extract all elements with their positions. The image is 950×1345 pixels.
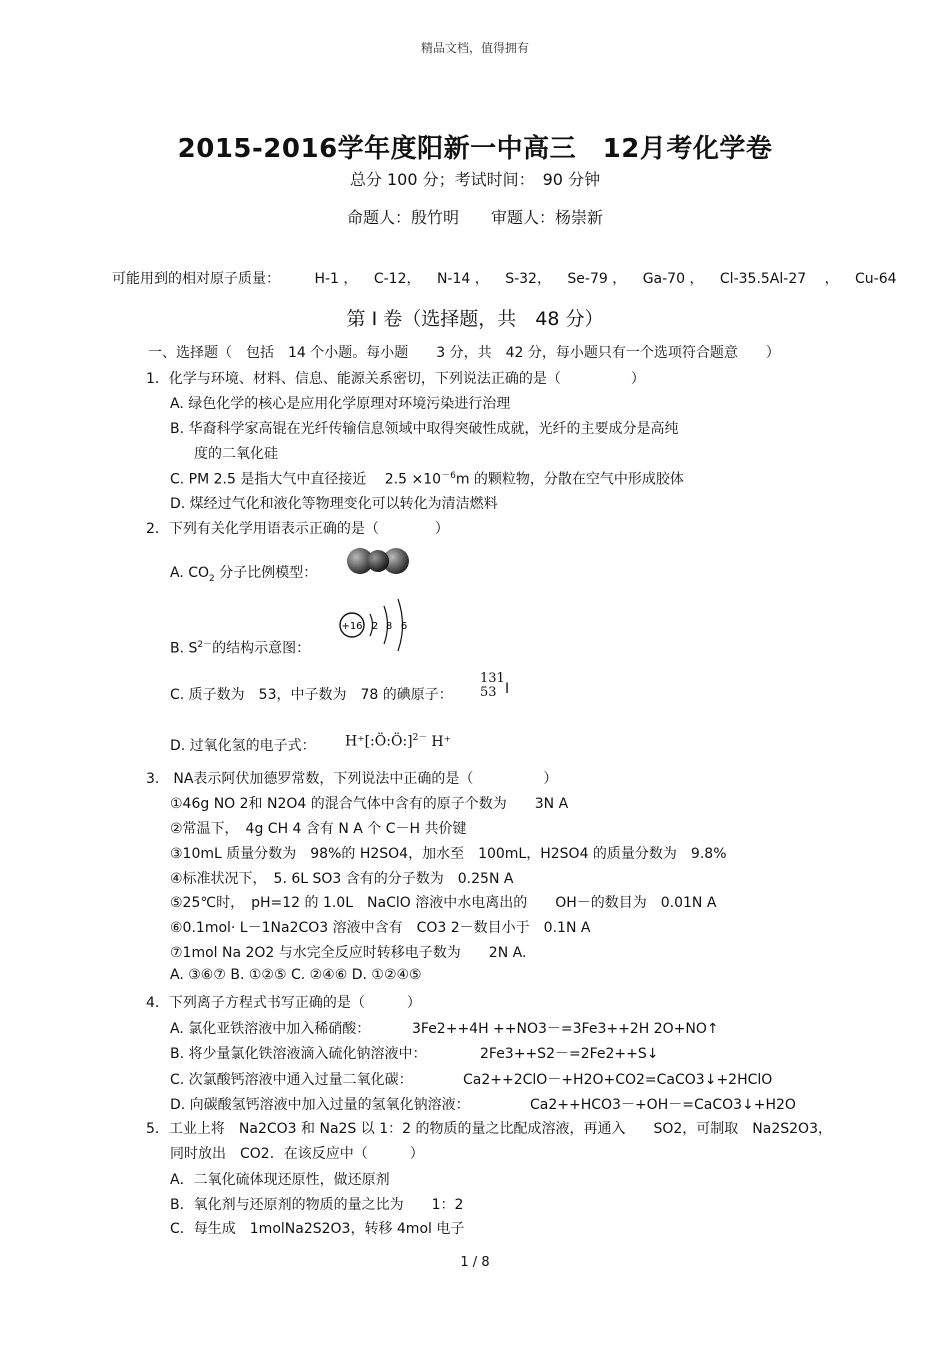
- sulfide-ion-structure-diagram: [334, 596, 418, 654]
- q3-item-4: ④标准状况下， 5. 6L SO3 含有的分子数为 0.25N A: [170, 871, 514, 887]
- mass-n: N-14 ，: [436, 271, 489, 287]
- q3-item-5: ⑤25℃时， pH=12 的 1.0L NaClO 溶液中水电离出的 OH－的数目为 0.01N A: [170, 895, 717, 911]
- section-title: 第 I 卷（选择题，共 48 分）: [346, 308, 604, 330]
- co2-space-filling-model: [344, 544, 414, 578]
- iodine-element-symbol: I: [505, 681, 510, 697]
- h2o2-electron-formula: [345, 730, 451, 750]
- exam-title: 2015-2016学年度阳新一中高三 12月考化学卷: [177, 134, 773, 164]
- atomic-masses-label: 可能用到的相对原子质量：: [112, 271, 280, 287]
- q4-option-b-text: B. 将少量氯化铁溶液滴入硫化钠溶液中：: [170, 1046, 427, 1062]
- iodine-nuclide-symbol: [480, 672, 505, 700]
- q2-option-b: [170, 637, 310, 658]
- q2-b-sup: 2－: [197, 640, 213, 650]
- q4-option-a-text: A. 氯化亚铁溶液中加入稀硝酸：: [170, 1021, 371, 1037]
- q1-option-d: D. 煤经过气化和液化等物理变化可以转化为清洁燃料: [170, 496, 498, 512]
- q5-option-a: A．二氧化硫体现还原性，做还原剂: [170, 1172, 390, 1188]
- q4-option-d-equation: Ca2++HCO3－+OH－=CaCO3↓+H2O: [530, 1097, 796, 1113]
- q1-option-a: A. 绿色化学的核心是应用化学原理对环境污染进行治理: [170, 396, 511, 412]
- q2-a-sub: 2: [209, 573, 215, 584]
- page-number: 1 / 8: [460, 1255, 490, 1270]
- q2-option-c: C. 质子数为 53，中子数为 78 的碘原子：: [170, 687, 453, 703]
- q4-stem: 4．下列离子方程式书写正确的是（ ）: [146, 995, 421, 1011]
- iodine-mass-number: 131: [480, 671, 505, 686]
- q2-b-pre: B. S: [170, 640, 198, 657]
- q3-item-6: ⑥0.1mol· L－1Na2CO3 溶液中含有 CO3 2－数目小于 0.1N A: [170, 920, 591, 936]
- q5-option-c: C．每生成 1molNa2S2O3，转移 4mol 电子: [170, 1221, 465, 1237]
- s-shell-3: 6: [400, 621, 408, 632]
- q3-item-2: ②常温下， 4g CH 4 含有 N A 个 C－H 共价键: [170, 821, 467, 837]
- h2o2-left: H⁺[:Ö:Ö:]: [345, 733, 413, 750]
- q2-option-d: D. 过氧化氢的电子式：: [170, 738, 316, 754]
- q2-b-post: 的结构示意图：: [212, 640, 311, 657]
- mass-se: Se-79 ，: [567, 271, 627, 287]
- s-shell-1: 2: [371, 621, 379, 632]
- exam-subtitle: 总分 100 分；考试时间： 90 分钟: [349, 170, 601, 189]
- q1-c-exp: －6: [441, 471, 456, 481]
- mass-h: H-1 ，: [314, 271, 358, 287]
- q5-option-b: B．氧化剂与还原剂的物质的量之比为 1：2: [170, 1197, 464, 1213]
- q2-stem: 2．下列有关化学用语表示正确的是（ ）: [146, 521, 449, 537]
- q4-option-b-equation: 2Fe3++S2－=2Fe2++S↓: [480, 1046, 659, 1062]
- mass-s: S-32，: [505, 271, 551, 287]
- q5-stem-line1: 5．工业上将 Na2CO3 和 Na2S 以 1：2 的物质的量之比配成溶液，再通入 SO2，可制取 Na2S2O3，: [146, 1121, 832, 1137]
- mass-ga: Ga-70 ，: [642, 271, 704, 287]
- s-nucleus-label: +16: [341, 621, 363, 632]
- h2o2-right: H⁺: [431, 733, 451, 750]
- q2-option-a: [170, 562, 317, 584]
- q3-item-3: ③10mL 质量分数为 98%的 H2SO4，加水至 100mL，H2SO4 的质量分数为 9.8%: [170, 846, 727, 862]
- q1-option-b-cont: 度的二氧化硅: [194, 446, 278, 462]
- q4-option-c-text: C. 次氯酸钙溶液中通入过量二氧化碳：: [170, 1072, 413, 1088]
- atomic-masses: [112, 268, 909, 288]
- q1-stem: 1．化学与环境、材料、信息、能源关系密切，下列说法正确的是（ ）: [146, 371, 645, 387]
- q4-option-a-equation: 3Fe2++4H ++NO3－=3Fe3++2H 2O+NO↑: [412, 1021, 719, 1037]
- q3-stem: 3. NA表示阿伏加德罗常数，下列说法中正确的是（ ）: [146, 771, 558, 787]
- header-note: 精品文档，值得拥有: [420, 41, 529, 55]
- q4-option-c-equation: Ca2++2ClO－+H2O+CO2=CaCO3↓+2HClO: [463, 1072, 773, 1088]
- iodine-atomic-number: 53: [480, 685, 497, 700]
- s-shell-2: 8: [385, 621, 393, 632]
- instructions: 一、选择题（ 包括 14 个小题。每小题 3 分，共 42 分，每小题只有一个选项符合题意 ）: [148, 345, 780, 361]
- q2-a-post: 分子比例模型：: [214, 565, 318, 581]
- q5-stem-line2: 同时放出 CO2．在该反应中（ ）: [170, 1146, 424, 1162]
- q2-a-pre: A. CO: [170, 565, 210, 581]
- mass-cu: Cu-64: [855, 271, 897, 287]
- q4-option-d-text: D. 向碳酸氢钙溶液中加入过量的氢氧化钠溶液：: [170, 1097, 470, 1113]
- q1-option-b: B. 华裔科学家高锟在光纤传输信息领域中取得突破性成就，光纤的主要成分是高纯: [170, 421, 679, 437]
- q1-c-post: m 的颗粒物，分散在空气中形成胶体: [455, 471, 684, 488]
- mass-c: C-12，: [373, 271, 421, 287]
- q1-option-c: [170, 468, 684, 489]
- q3-item-1: ①46g NO 2和 N2O4 的混合气体中含有的原子个数为 3N A: [170, 796, 569, 812]
- mass-cl-al: Cl-35.5Al-27 ，: [719, 271, 839, 287]
- q1-c-pre: C. PM 2.5 是指大气中直径接近 2.5 ×10: [170, 471, 442, 488]
- h2o2-charge: 2－: [412, 733, 428, 743]
- exam-authors: 命题人：殷竹明 审题人：杨崇新: [346, 208, 603, 227]
- q3-item-7: ⑦1mol Na 2O2 与水完全反应时转移电子数为 2N A.: [170, 945, 527, 961]
- q3-options: A. ③⑥⑦ B. ①②⑤ C. ②④⑥ D. ①②④⑤: [170, 967, 422, 983]
